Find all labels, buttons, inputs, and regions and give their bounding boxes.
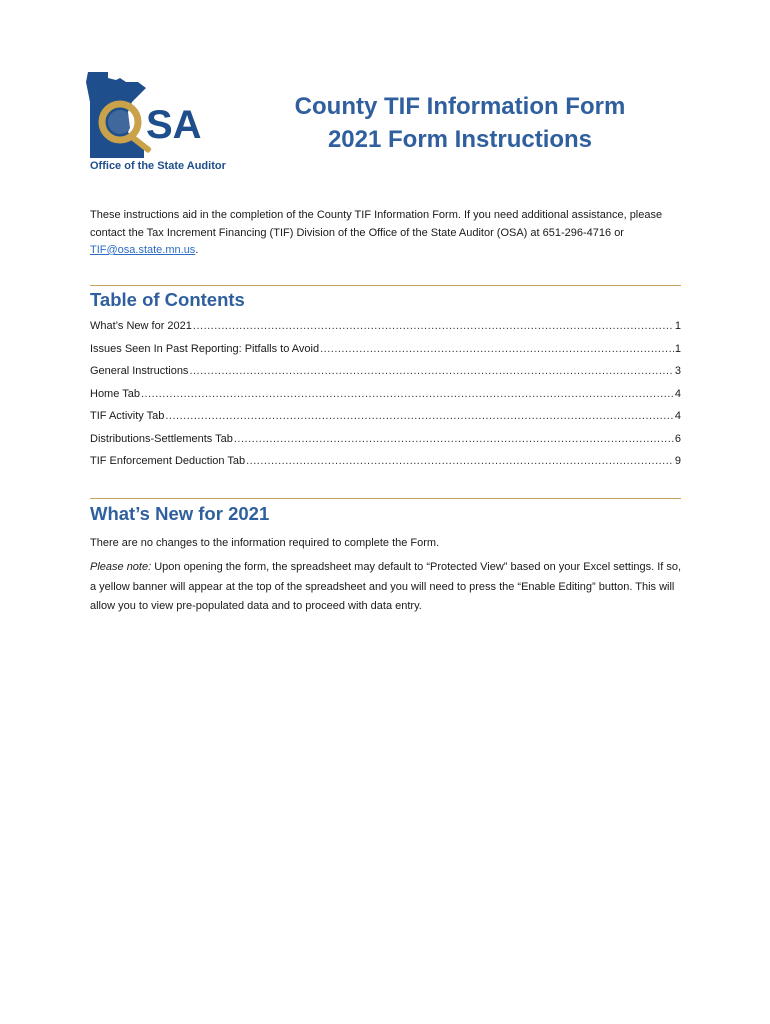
title-line-1: County TIF Information Form [294,93,626,120]
document-title [250,90,670,156]
toc-entry[interactable] [90,388,681,411]
section-divider [90,285,681,286]
protected-view-note [90,558,685,617]
intro-paragraph [90,207,690,260]
toc-entry-label: TIF Enforcement Deduction Tab [90,455,246,467]
toc-entry[interactable] [90,365,681,388]
title-line-2: 2021 Form Instructions [327,126,593,153]
toc-entry-label: Distributions-Settlements Tab [90,432,233,445]
toc-leader [234,433,674,445]
toc-entry-label: TIF Activity Tab [90,410,165,422]
whats-new-paragraph: There are no changes to the information required to complete the Form. [90,537,440,549]
toc-entry[interactable] [90,343,681,366]
svg-text:SA: SA [146,103,202,147]
note-text: Upon opening the form, the spreadsheet may default to “Protected View” based on your Excel settings. If so, a yellow banner will appear at the top of the spreadsheet and you will need to press the “Enable Editing” button. This will allow you to view pre-populated data and to proceed with data entry. [90,561,682,612]
toc-leader [193,320,674,332]
minnesota-map-icon [86,72,236,160]
osa-logo [86,72,236,177]
intro-text-end: . [195,244,199,256]
toc-leader [165,410,674,422]
toc-entry-page: 3 [674,365,681,377]
toc-entry[interactable] [90,410,681,433]
logo-caption: Office of the State Auditor [90,160,226,172]
toc-entry-label: Home Tab [90,387,140,400]
toc-entry[interactable] [90,433,681,456]
toc-leader [141,388,674,400]
toc-leader [320,343,674,355]
toc-entry-label: General Instructions [90,365,189,377]
toc-entry-page: 4 [674,410,681,422]
toc-entry-page: 4 [674,387,681,400]
contact-email-link[interactable]: TIF@osa.state.mn.us [90,244,196,256]
toc-entry-page: 6 [674,432,681,445]
intro-text: These instructions aid in the completion of the County TIF Information Form. If you need additional assistance, please contact the Tax Increment Financing (TIF) Division of the Office of the State Auditor (OSA) at 651-296-4716 or [90,209,663,239]
whats-new-heading: What’s New for 2021 [90,503,270,524]
toc-entry-page: 1 [674,342,681,355]
toc-entry-page: 9 [674,455,681,467]
note-label: Please note: [90,561,152,573]
toc-entry-label: What’s New for 2021 [90,320,192,332]
toc-leader [246,455,674,467]
toc-entry[interactable] [90,455,681,478]
section-divider [90,498,681,499]
toc-entry-label: Issues Seen In Past Reporting: Pitfalls to Avoid [90,342,320,355]
toc-entry-page: 1 [674,320,681,332]
toc-heading: Table of Contents [90,289,245,310]
toc-leader [189,365,673,377]
toc-entry[interactable] [90,320,681,343]
table-of-contents [90,320,681,478]
